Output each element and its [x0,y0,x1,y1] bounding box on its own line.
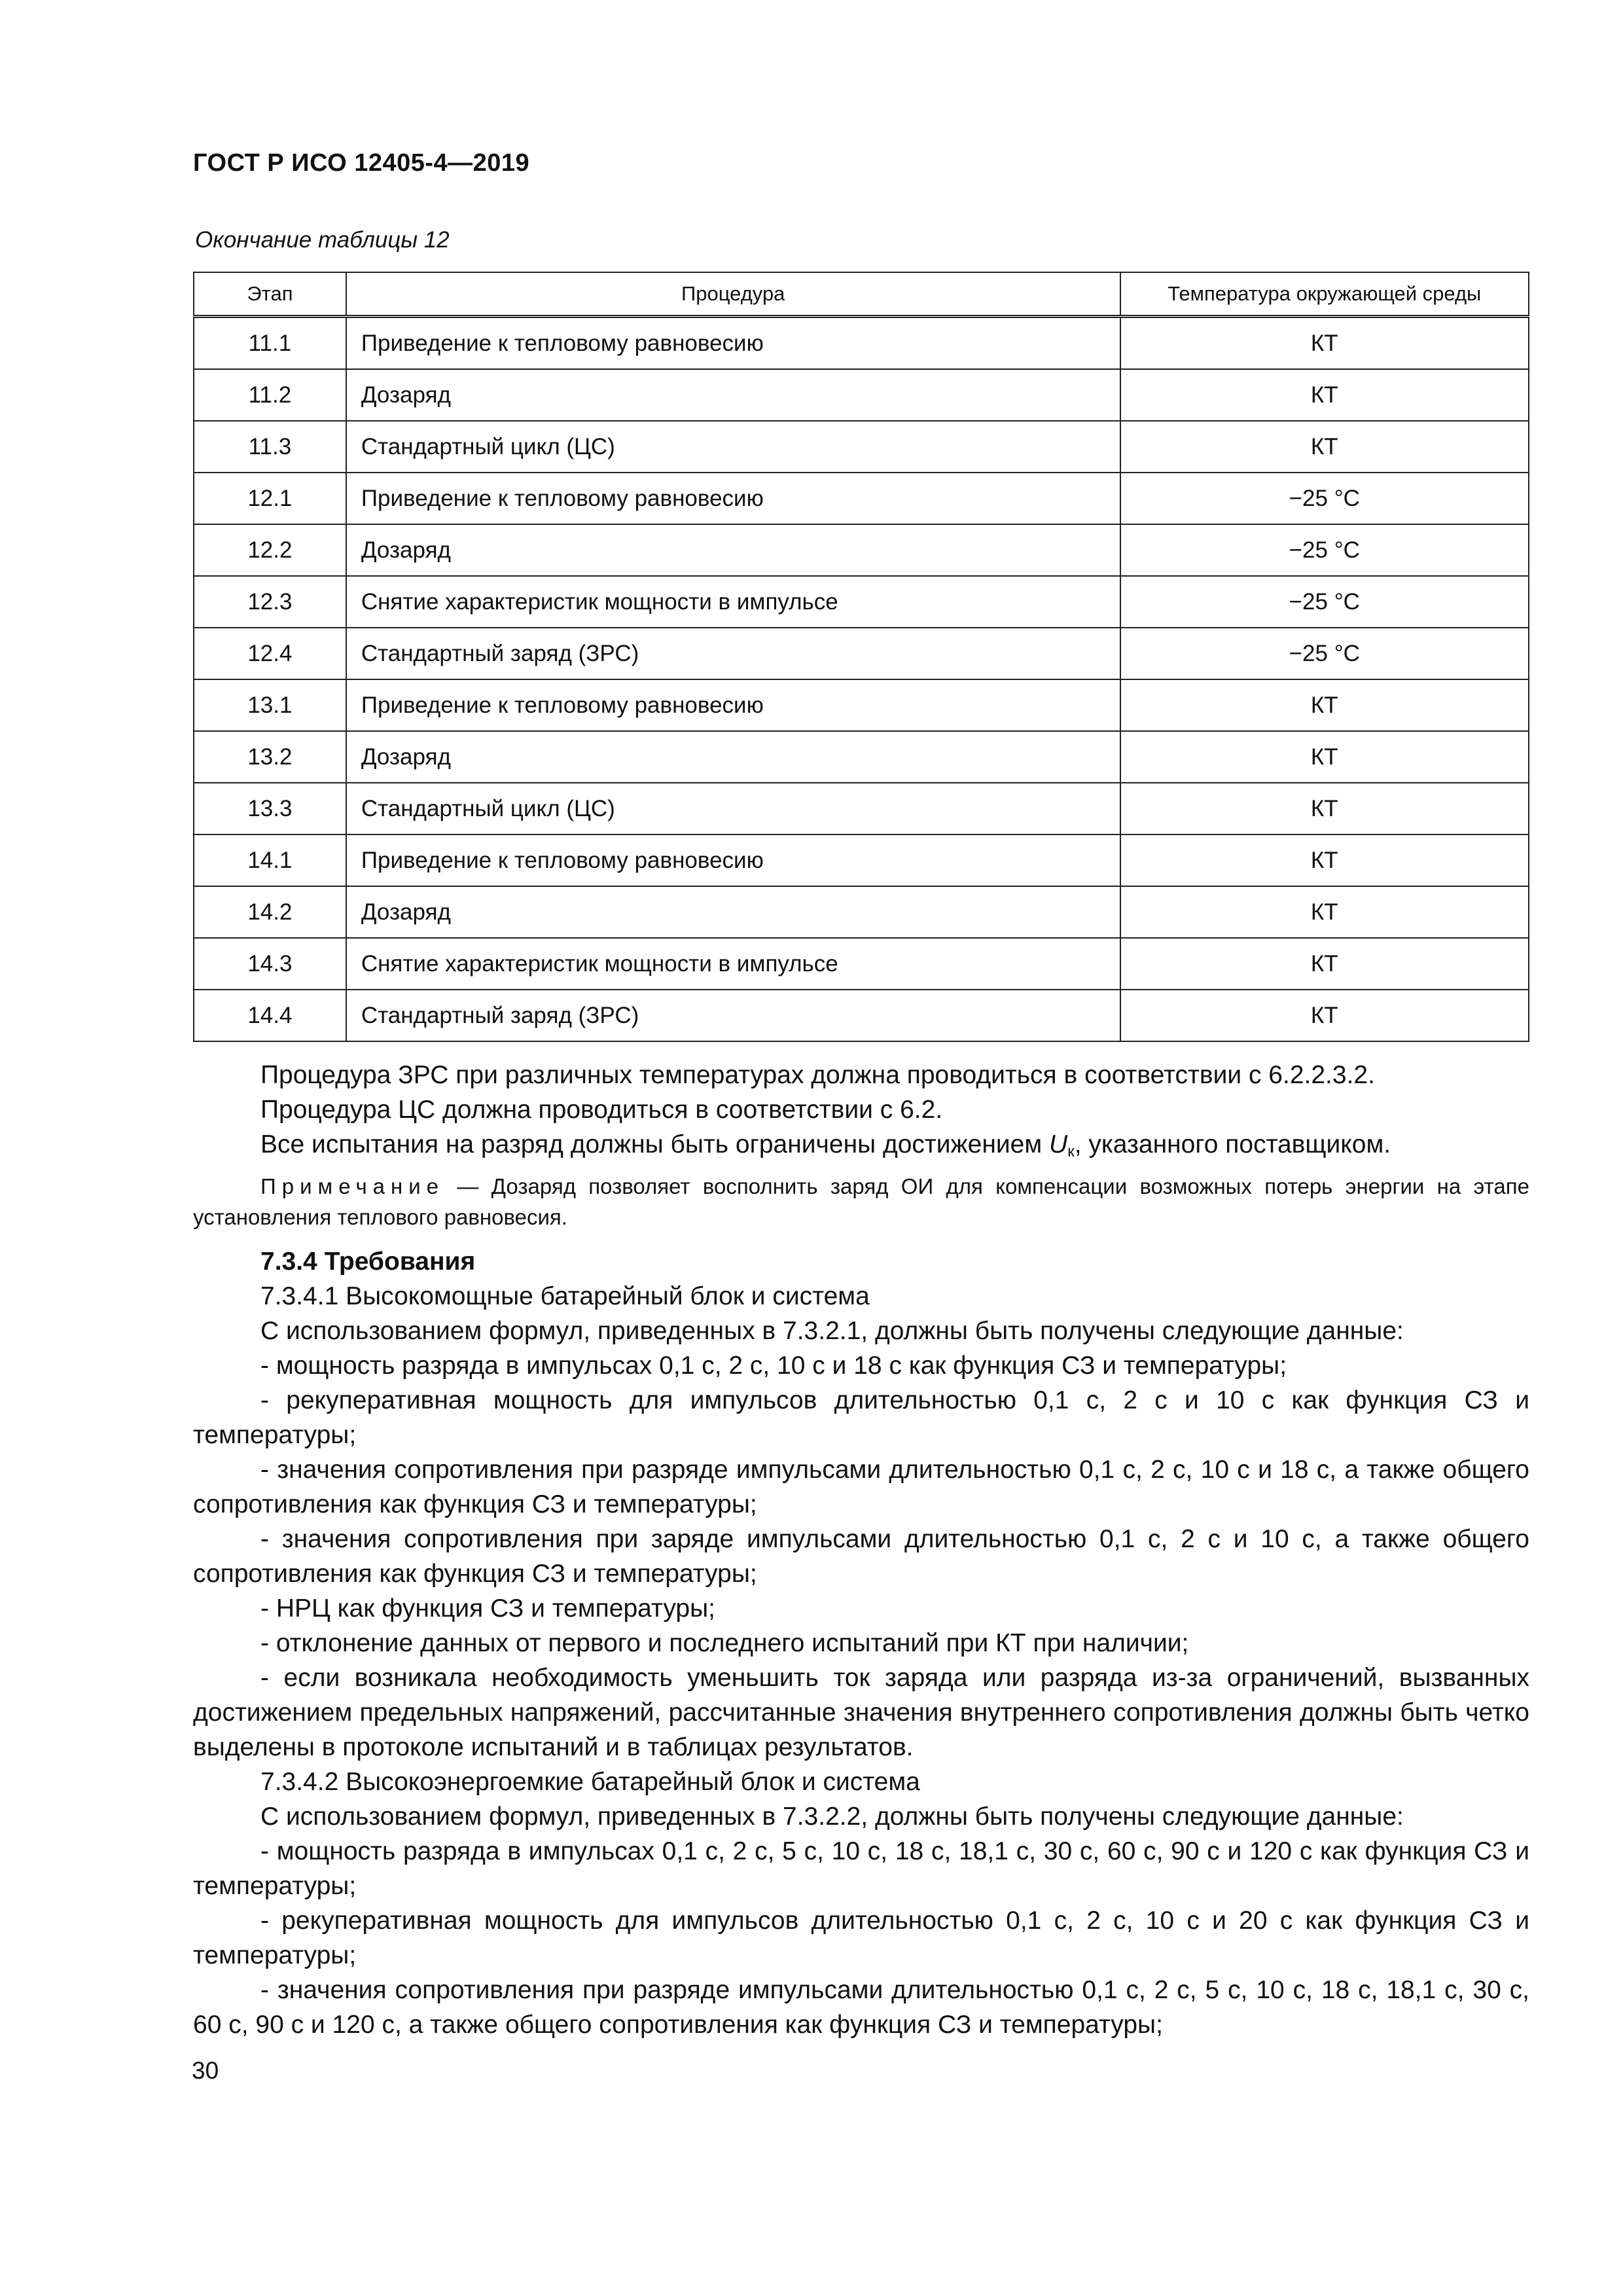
cell-temperature: КТ [1120,421,1529,473]
cell-procedure: Стандартный цикл (ЦС) [346,421,1120,473]
cell-procedure: Снятие характеристик мощности в импульсе [346,576,1120,628]
cell-temperature: −25 °C [1120,473,1529,524]
cell-stage: 11.1 [194,317,346,370]
cell-stage: 11.3 [194,421,346,473]
cell-temperature: КТ [1120,886,1529,938]
list-item: - НРЦ как функция СЗ и температуры; [260,1594,715,1623]
cell-procedure: Приведение к тепловому равновесию [346,834,1120,886]
cell-procedure: Дозаряд [346,886,1120,938]
cell-temperature: КТ [1120,731,1529,783]
cell-temperature: КТ [1120,938,1529,990]
table-row [194,576,1529,628]
cell-temperature: КТ [1120,679,1529,731]
table-row [194,317,1529,370]
cell-temperature: −25 °C [1120,628,1529,679]
table-row [194,679,1529,731]
cell-stage: 12.3 [194,576,346,628]
table-row [194,421,1529,473]
list-item: - рекуперативная мощность для импульсов длительностью 0,1 с, 2 с и 10 с как функция СЗ и температуры; [193,1386,1529,1449]
list-item: - значения сопротивления при разряде импульсами длительностью 0,1 с, 2 с, 5 с, 10 с, 18 с, 18,1 с, 30 с, 60 с, 90 с и 120 с, а также общего сопротивления как функция СЗ и температуры; [193,1976,1529,2039]
cell-temperature: КТ [1120,990,1529,1041]
list-item: - если возникала необходимость уменьшить ток заряда или разряда из-за ограничений, вызванных достижением предельных напряжений, рассчитанные значения внутреннего сопротивления должны быть четко выделены в протоколе испытаний и в таблицах результатов. [193,1664,1529,1761]
paragraph-cs-procedure: Процедура ЦС должна проводиться в соответствии с 6.2. [260,1096,943,1124]
subsection-heading-2: 7.3.4.2 Высокоэнергоемкие батарейный блок и система [260,1768,920,1796]
cell-temperature: −25 °C [1120,524,1529,576]
table-header-row [194,272,1529,317]
cell-stage: 14.1 [194,834,346,886]
document-header: ГОСТ Р ИСО 12405-4—2019 [193,149,530,177]
paragraph-zrs-procedure: Процедура ЗРС при различных температурах должна проводиться в соответствии с 6.2.2.3.2. [260,1061,1375,1089]
list-item: - мощность разряда в импульсах 0,1 с, 2 с, 5 с, 10 с, 18 с, 18,1 с, 30 с, 60 с, 90 с и 120 с как функция СЗ и температуры; [193,1837,1529,1900]
cell-procedure: Дозаряд [346,524,1120,576]
cell-stage: 12.1 [194,473,346,524]
cell-procedure: Приведение к тепловому равновесию [346,679,1120,731]
cell-stage: 12.4 [194,628,346,679]
cell-temperature: КТ [1120,317,1529,370]
cell-stage: 14.3 [194,938,346,990]
table-row [194,369,1529,421]
list-item: - значения сопротивления при заряде импульсами длительностью 0,1 с, 2 с и 10 с, а также общего сопротивления как функция СЗ и температуры; [193,1525,1529,1588]
list-item: - значения сопротивления при разряде импульсами длительностью 0,1 с, 2 с, 10 с и 18 с, а также общего сопротивления как функция СЗ и температуры; [193,1456,1529,1518]
cell-procedure: Стандартный заряд (ЗРС) [346,628,1120,679]
table-row [194,731,1529,783]
cell-procedure: Снятие характеристик мощности в импульсе [346,938,1120,990]
column-header-stage: Этап [194,272,346,317]
list-item: - мощность разряда в импульсах 0,1 с, 2 с, 10 с и 18 с как функция СЗ и температуры; [260,1352,1287,1380]
document-body [193,1058,1529,2042]
list-item: - отклонение данных от первого и последнего испытаний при КТ при наличии; [260,1629,1189,1657]
section-heading: 7.3.4 Требования [260,1247,476,1276]
column-header-temperature: Температура окружающей среды [1120,272,1529,317]
table-row [194,783,1529,834]
cell-stage: 13.1 [194,679,346,731]
table-row [194,990,1529,1041]
cell-procedure: Приведение к тепловому равновесию [346,317,1120,370]
cell-stage: 12.2 [194,524,346,576]
table-row [194,473,1529,524]
paragraph-discharge-limit-text: Все испытания на разряд должны быть ограничены достижением [260,1130,1050,1158]
page-number: 30 [192,2057,219,2084]
paragraph-discharge-limit-tail: , указанного поставщиком. [1074,1130,1391,1158]
cell-temperature: −25 °C [1120,576,1529,628]
cell-stage: 13.3 [194,783,346,834]
table-row [194,938,1529,990]
subsection-intro-2: С использованием формул, приведенных в 7.3.2.2, должны быть получены следующие данные: [260,1803,1404,1831]
note-text: — Дозаряд позволяет восполнить заряд ОИ для компенсации возможных потерь энергии на этапе установления теплового равновесия. [193,1174,1529,1229]
data-table [193,272,1529,1042]
column-header-procedure: Процедура [346,272,1120,317]
list-item: - рекуперативная мощность для импульсов длительностью 0,1 с, 2 с, 10 с и 20 с как функция СЗ и температуры; [193,1907,1529,1969]
voltage-symbol: U [1049,1130,1068,1158]
cell-stage: 14.2 [194,886,346,938]
cell-procedure: Стандартный цикл (ЦС) [346,783,1120,834]
cell-procedure: Дозаряд [346,731,1120,783]
cell-temperature: КТ [1120,783,1529,834]
note-label: Примечание [260,1174,445,1198]
table-row [194,524,1529,576]
cell-stage: 14.4 [194,990,346,1041]
table-row [194,628,1529,679]
requirements-list-1 [193,1348,1529,1765]
cell-temperature: КТ [1120,369,1529,421]
cell-stage: 11.2 [194,369,346,421]
cell-stage: 13.2 [194,731,346,783]
cell-procedure: Дозаряд [346,369,1120,421]
voltage-subscript: к [1067,1143,1075,1160]
subsection-intro-1: С использованием формул, приведенных в 7.3.2.1, должны быть получены следующие данные: [260,1317,1404,1345]
requirements-list-2 [193,1834,1529,2042]
table-row [194,886,1529,938]
paragraph-discharge-limit [193,1127,1529,1162]
table-row [194,834,1529,886]
note [193,1171,1529,1232]
cell-procedure: Приведение к тепловому равновесию [346,473,1120,524]
cell-procedure: Стандартный заряд (ЗРС) [346,990,1120,1041]
subsection-heading-1: 7.3.4.1 Высокомощные батарейный блок и система [260,1282,870,1310]
table-caption: Окончание таблицы 12 [195,227,450,253]
cell-temperature: КТ [1120,834,1529,886]
